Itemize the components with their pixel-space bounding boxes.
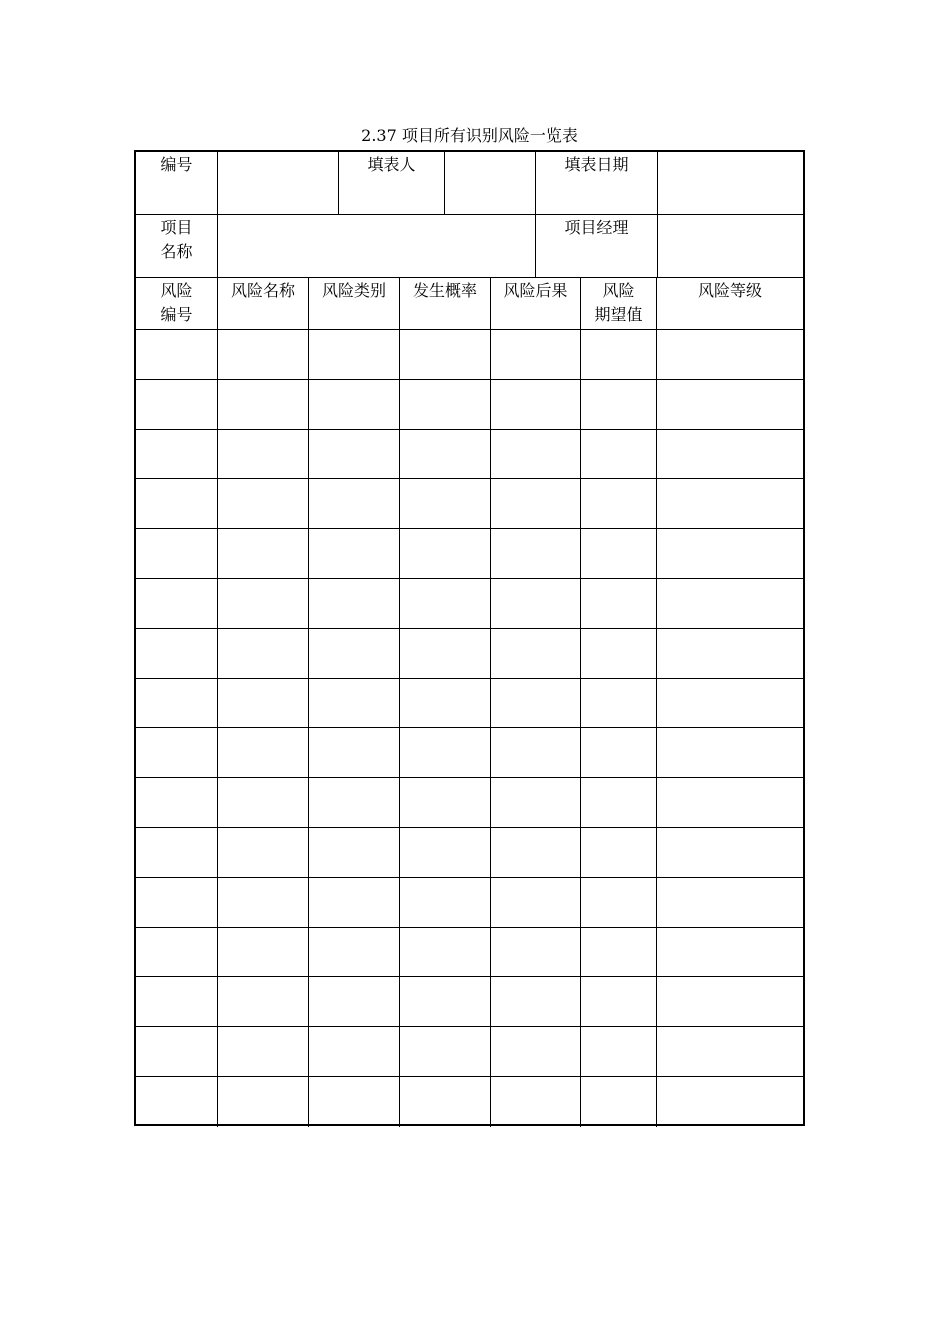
risk-level-cell[interactable] <box>657 1027 803 1077</box>
consequence-cell[interactable] <box>491 878 581 928</box>
risk-number-cell[interactable] <box>136 778 218 828</box>
risk-name-cell[interactable] <box>218 629 309 679</box>
expected-value-cell[interactable] <box>581 828 657 878</box>
risk-type-cell[interactable] <box>309 878 400 928</box>
expected-value-cell[interactable] <box>581 878 657 928</box>
filler-label: 填表人 <box>367 155 416 174</box>
consequence-cell[interactable] <box>491 430 581 480</box>
risk-number-cell[interactable] <box>136 828 218 878</box>
expected-value-cell[interactable] <box>581 529 657 579</box>
date-label: 填表日期 <box>564 155 629 174</box>
risk-type-header: 风险类别 <box>321 281 386 300</box>
risk-level-cell[interactable] <box>657 778 803 828</box>
expected-value-cell[interactable] <box>581 977 657 1027</box>
consequence-cell[interactable] <box>491 977 581 1027</box>
risk-type-cell[interactable] <box>309 1077 400 1127</box>
risk-level-cell[interactable] <box>657 1077 803 1127</box>
number-label: 编号 <box>160 155 193 174</box>
risk-level-cell[interactable] <box>657 479 803 529</box>
probability-cell[interactable] <box>400 529 491 579</box>
probability-cell[interactable] <box>400 977 491 1027</box>
risk-name-cell[interactable] <box>218 380 309 430</box>
probability-cell[interactable] <box>400 828 491 878</box>
project-name-value-field[interactable] <box>218 215 536 278</box>
risk-level-cell[interactable] <box>657 977 803 1027</box>
consequence-cell[interactable] <box>491 778 581 828</box>
col-header-consequence <box>491 278 581 330</box>
risk-number-cell[interactable] <box>136 579 218 629</box>
probability-cell[interactable] <box>400 728 491 778</box>
risk-type-cell[interactable] <box>309 778 400 828</box>
risk-type-cell[interactable] <box>309 330 400 380</box>
risk-name-cell[interactable] <box>218 430 309 480</box>
probability-cell[interactable] <box>400 1027 491 1077</box>
filler-label-cell <box>339 152 445 215</box>
col-header-risk-number <box>136 278 218 330</box>
expected-value-cell[interactable] <box>581 928 657 978</box>
expected-value-cell[interactable] <box>581 728 657 778</box>
risk-level-cell[interactable] <box>657 629 803 679</box>
risk-number-cell[interactable] <box>136 977 218 1027</box>
risk-type-cell[interactable] <box>309 928 400 978</box>
probability-cell[interactable] <box>400 479 491 529</box>
probability-cell[interactable] <box>400 928 491 978</box>
consequence-cell[interactable] <box>491 679 581 729</box>
risk-type-cell[interactable] <box>309 380 400 430</box>
risk-name-cell[interactable] <box>218 1027 309 1077</box>
risk-number-cell[interactable] <box>136 529 218 579</box>
consequence-header: 风险后果 <box>503 281 568 300</box>
risk-name-cell[interactable] <box>218 828 309 878</box>
manager-label-cell <box>536 215 658 278</box>
risk-type-cell[interactable] <box>309 1027 400 1077</box>
number-label-cell <box>136 152 218 215</box>
risk-number-cell[interactable] <box>136 679 218 729</box>
risk-name-cell[interactable] <box>218 479 309 529</box>
number-value-field[interactable] <box>218 152 339 215</box>
project-name-label-line1: 项目 <box>160 218 193 237</box>
expected-value-cell[interactable] <box>581 1027 657 1077</box>
date-label-cell <box>536 152 658 215</box>
risk-number-cell[interactable] <box>136 1027 218 1077</box>
risk-level-cell[interactable] <box>657 430 803 480</box>
expected-value-header-line2: 期望值 <box>594 305 643 324</box>
risk-level-cell[interactable] <box>657 828 803 878</box>
risk-type-cell[interactable] <box>309 479 400 529</box>
risk-type-cell[interactable] <box>309 430 400 480</box>
probability-header: 发生概率 <box>412 281 477 300</box>
risk-name-cell[interactable] <box>218 977 309 1027</box>
manager-label: 项目经理 <box>564 218 629 237</box>
expected-value-cell[interactable] <box>581 479 657 529</box>
risk-number-cell[interactable] <box>136 928 218 978</box>
probability-cell[interactable] <box>400 380 491 430</box>
expected-value-cell[interactable] <box>581 430 657 480</box>
consequence-cell[interactable] <box>491 1077 581 1127</box>
risk-number-cell[interactable] <box>136 728 218 778</box>
probability-cell[interactable] <box>400 778 491 828</box>
consequence-cell[interactable] <box>491 828 581 878</box>
risk-name-cell[interactable] <box>218 778 309 828</box>
risk-name-cell[interactable] <box>218 330 309 380</box>
consequence-cell[interactable] <box>491 629 581 679</box>
consequence-cell[interactable] <box>491 529 581 579</box>
risk-name-cell[interactable] <box>218 1077 309 1127</box>
col-header-risk-level <box>657 278 803 330</box>
risk-register-table <box>134 150 805 1126</box>
risk-type-cell[interactable] <box>309 977 400 1027</box>
consequence-cell[interactable] <box>491 579 581 629</box>
expected-value-cell[interactable] <box>581 380 657 430</box>
risk-number-cell[interactable] <box>136 878 218 928</box>
expected-value-cell[interactable] <box>581 1077 657 1127</box>
risk-type-cell[interactable] <box>309 679 400 729</box>
date-value-field[interactable] <box>658 152 803 215</box>
risk-type-cell[interactable] <box>309 728 400 778</box>
expected-value-header-line1: 风险 <box>602 281 635 300</box>
probability-cell[interactable] <box>400 430 491 480</box>
consequence-cell[interactable] <box>491 928 581 978</box>
risk-number-cell[interactable] <box>136 479 218 529</box>
filler-value-field[interactable] <box>445 152 536 215</box>
risk-level-cell[interactable] <box>657 330 803 380</box>
risk-level-cell[interactable] <box>657 579 803 629</box>
risk-level-cell[interactable] <box>657 878 803 928</box>
risk-name-cell[interactable] <box>218 529 309 579</box>
risk-type-cell[interactable] <box>309 579 400 629</box>
col-header-risk-type <box>309 278 400 330</box>
col-header-expected-value <box>581 278 657 330</box>
risk-name-cell[interactable] <box>218 878 309 928</box>
risk-type-cell[interactable] <box>309 629 400 679</box>
consequence-cell[interactable] <box>491 728 581 778</box>
risk-name-cell[interactable] <box>218 928 309 978</box>
expected-value-cell[interactable] <box>581 778 657 828</box>
probability-cell[interactable] <box>400 629 491 679</box>
risk-number-cell[interactable] <box>136 330 218 380</box>
risk-level-cell[interactable] <box>657 728 803 778</box>
risk-number-cell[interactable] <box>136 629 218 679</box>
risk-level-cell[interactable] <box>657 679 803 729</box>
consequence-cell[interactable] <box>491 330 581 380</box>
risk-number-cell[interactable] <box>136 430 218 480</box>
risk-number-cell[interactable] <box>136 380 218 430</box>
risk-name-header: 风险名称 <box>230 281 295 300</box>
risk-name-cell[interactable] <box>218 728 309 778</box>
probability-cell[interactable] <box>400 679 491 729</box>
consequence-cell[interactable] <box>491 1027 581 1077</box>
risk-number-header-line2: 编号 <box>160 305 193 324</box>
document-title: 2.37 项目所有识别风险一览表 <box>361 126 578 145</box>
risk-level-cell[interactable] <box>657 380 803 430</box>
probability-cell[interactable] <box>400 878 491 928</box>
risk-number-header-line1: 风险 <box>160 281 193 300</box>
probability-cell[interactable] <box>400 579 491 629</box>
risk-level-header: 风险等级 <box>697 281 762 300</box>
expected-value-cell[interactable] <box>581 629 657 679</box>
manager-value-field[interactable] <box>658 215 803 278</box>
project-name-label-cell <box>136 215 218 278</box>
risk-name-cell[interactable] <box>218 679 309 729</box>
risk-name-cell[interactable] <box>218 579 309 629</box>
risk-number-cell[interactable] <box>136 1077 218 1127</box>
risk-level-cell[interactable] <box>657 529 803 579</box>
expected-value-cell[interactable] <box>581 579 657 629</box>
consequence-cell[interactable] <box>491 380 581 430</box>
consequence-cell[interactable] <box>491 479 581 529</box>
expected-value-cell[interactable] <box>581 679 657 729</box>
probability-cell[interactable] <box>400 1077 491 1127</box>
col-header-probability <box>400 278 491 330</box>
col-header-risk-name <box>218 278 309 330</box>
probability-cell[interactable] <box>400 330 491 380</box>
risk-level-cell[interactable] <box>657 928 803 978</box>
project-name-label-line2: 名称 <box>160 242 193 261</box>
risk-type-cell[interactable] <box>309 828 400 878</box>
risk-type-cell[interactable] <box>309 529 400 579</box>
expected-value-cell[interactable] <box>581 330 657 380</box>
